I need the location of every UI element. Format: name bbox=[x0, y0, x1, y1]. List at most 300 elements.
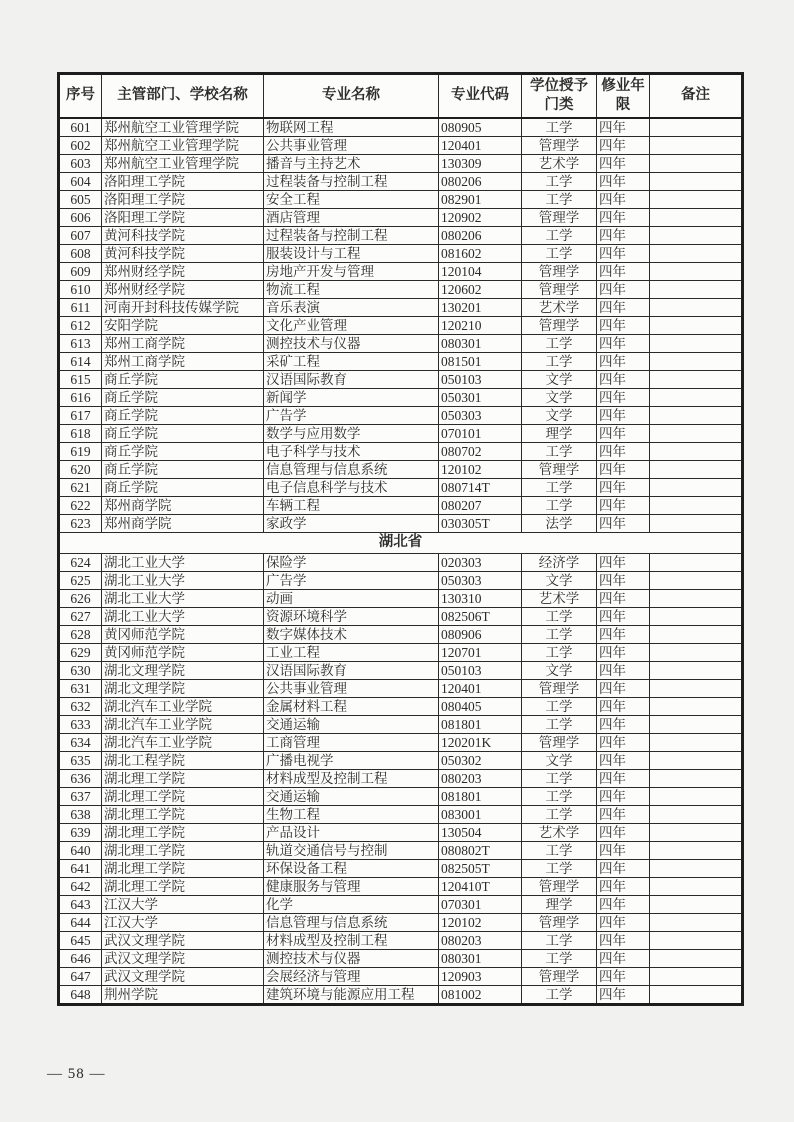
cell-major: 家政学 bbox=[264, 514, 439, 532]
column-header-remarks: 备注 bbox=[650, 74, 743, 118]
cell-serial: 603 bbox=[59, 154, 102, 172]
cell-remark bbox=[650, 985, 743, 1004]
cell-degree: 工学 bbox=[522, 226, 597, 244]
cell-duration: 四年 bbox=[597, 442, 650, 460]
cell-remark bbox=[650, 589, 743, 607]
table-row bbox=[59, 190, 743, 208]
table-row bbox=[59, 985, 743, 1004]
cell-school: 湖北汽车工业学院 bbox=[102, 715, 264, 733]
cell-major: 电子科学与技术 bbox=[264, 442, 439, 460]
cell-school: 黄冈师范学院 bbox=[102, 625, 264, 643]
table-row bbox=[59, 967, 743, 985]
cell-serial: 627 bbox=[59, 607, 102, 625]
cell-school: 江汉大学 bbox=[102, 895, 264, 913]
cell-degree: 艺术学 bbox=[522, 823, 597, 841]
cell-remark bbox=[650, 859, 743, 877]
cell-degree: 工学 bbox=[522, 841, 597, 859]
table-row bbox=[59, 859, 743, 877]
cell-code: 070301 bbox=[439, 895, 522, 913]
cell-duration: 四年 bbox=[597, 805, 650, 823]
cell-major: 生物工程 bbox=[264, 805, 439, 823]
table-row bbox=[59, 679, 743, 697]
cell-serial: 605 bbox=[59, 190, 102, 208]
cell-major: 采矿工程 bbox=[264, 352, 439, 370]
cell-remark bbox=[650, 262, 743, 280]
cell-major: 汉语国际教育 bbox=[264, 661, 439, 679]
cell-remark bbox=[650, 334, 743, 352]
cell-school: 湖北工程学院 bbox=[102, 751, 264, 769]
cell-major: 文化产业管理 bbox=[264, 316, 439, 334]
cell-serial: 626 bbox=[59, 589, 102, 607]
cell-degree: 管理学 bbox=[522, 208, 597, 226]
cell-major: 汉语国际教育 bbox=[264, 370, 439, 388]
cell-serial: 639 bbox=[59, 823, 102, 841]
cell-school: 郑州财经学院 bbox=[102, 280, 264, 298]
cell-code: 050302 bbox=[439, 751, 522, 769]
cell-degree: 文学 bbox=[522, 571, 597, 589]
cell-code: 083001 bbox=[439, 805, 522, 823]
cell-school: 黄河科技学院 bbox=[102, 226, 264, 244]
cell-remark bbox=[650, 553, 743, 571]
cell-duration: 四年 bbox=[597, 787, 650, 805]
cell-duration: 四年 bbox=[597, 571, 650, 589]
cell-duration: 四年 bbox=[597, 262, 650, 280]
cell-code: 050303 bbox=[439, 406, 522, 424]
cell-duration: 四年 bbox=[597, 895, 650, 913]
cell-degree: 工学 bbox=[522, 478, 597, 496]
table-row bbox=[59, 370, 743, 388]
cell-school: 湖北工业大学 bbox=[102, 589, 264, 607]
cell-remark bbox=[650, 280, 743, 298]
cell-serial: 618 bbox=[59, 424, 102, 442]
cell-degree: 文学 bbox=[522, 370, 597, 388]
cell-remark bbox=[650, 751, 743, 769]
cell-school: 商丘学院 bbox=[102, 442, 264, 460]
cell-school: 湖北理工学院 bbox=[102, 877, 264, 895]
cell-remark bbox=[650, 607, 743, 625]
cell-serial: 619 bbox=[59, 442, 102, 460]
cell-duration: 四年 bbox=[597, 607, 650, 625]
cell-remark bbox=[650, 316, 743, 334]
cell-major: 新闻学 bbox=[264, 388, 439, 406]
cell-school: 洛阳理工学院 bbox=[102, 190, 264, 208]
cell-code: 080714T bbox=[439, 478, 522, 496]
cell-duration: 四年 bbox=[597, 172, 650, 190]
cell-remark bbox=[650, 154, 743, 172]
table-row bbox=[59, 697, 743, 715]
cell-remark bbox=[650, 805, 743, 823]
cell-school: 郑州工商学院 bbox=[102, 334, 264, 352]
cell-degree: 工学 bbox=[522, 607, 597, 625]
cell-degree: 管理学 bbox=[522, 967, 597, 985]
cell-code: 120701 bbox=[439, 643, 522, 661]
cell-duration: 四年 bbox=[597, 751, 650, 769]
cell-remark bbox=[650, 388, 743, 406]
cell-major: 测控技术与仪器 bbox=[264, 949, 439, 967]
column-header-school-name: 主管部门、学校名称 bbox=[102, 74, 264, 118]
cell-school: 武汉文理学院 bbox=[102, 967, 264, 985]
cell-major: 测控技术与仪器 bbox=[264, 334, 439, 352]
table-row bbox=[59, 661, 743, 679]
cell-serial: 643 bbox=[59, 895, 102, 913]
cell-serial: 642 bbox=[59, 877, 102, 895]
cell-code: 080802T bbox=[439, 841, 522, 859]
cell-code: 120401 bbox=[439, 679, 522, 697]
cell-serial: 645 bbox=[59, 931, 102, 949]
cell-remark bbox=[650, 226, 743, 244]
cell-code: 081801 bbox=[439, 787, 522, 805]
table-row bbox=[59, 118, 743, 137]
cell-remark bbox=[650, 733, 743, 751]
table-row bbox=[59, 751, 743, 769]
cell-code: 080203 bbox=[439, 931, 522, 949]
cell-serial: 620 bbox=[59, 460, 102, 478]
table-row bbox=[59, 571, 743, 589]
cell-school: 商丘学院 bbox=[102, 370, 264, 388]
cell-remark bbox=[650, 298, 743, 316]
cell-degree: 艺术学 bbox=[522, 589, 597, 607]
cell-school: 郑州航空工业管理学院 bbox=[102, 154, 264, 172]
cell-school: 湖北理工学院 bbox=[102, 841, 264, 859]
cell-serial: 633 bbox=[59, 715, 102, 733]
cell-degree: 文学 bbox=[522, 661, 597, 679]
cell-code: 120401 bbox=[439, 136, 522, 154]
cell-code: 120104 bbox=[439, 262, 522, 280]
table-row bbox=[59, 424, 743, 442]
cell-remark bbox=[650, 787, 743, 805]
cell-degree: 工学 bbox=[522, 496, 597, 514]
cell-code: 050103 bbox=[439, 370, 522, 388]
cell-degree: 工学 bbox=[522, 334, 597, 352]
cell-remark bbox=[650, 136, 743, 154]
cell-duration: 四年 bbox=[597, 589, 650, 607]
cell-remark bbox=[650, 118, 743, 137]
cell-school: 郑州商学院 bbox=[102, 514, 264, 532]
cell-degree: 文学 bbox=[522, 406, 597, 424]
cell-school: 商丘学院 bbox=[102, 406, 264, 424]
cell-duration: 四年 bbox=[597, 625, 650, 643]
table-row bbox=[59, 352, 743, 370]
cell-major: 保险学 bbox=[264, 553, 439, 571]
cell-degree: 工学 bbox=[522, 787, 597, 805]
cell-remark bbox=[650, 643, 743, 661]
cell-major: 过程装备与控制工程 bbox=[264, 226, 439, 244]
cell-duration: 四年 bbox=[597, 352, 650, 370]
cell-serial: 647 bbox=[59, 967, 102, 985]
cell-major: 服装设计与工程 bbox=[264, 244, 439, 262]
column-header-serial: 序号 bbox=[59, 74, 102, 118]
column-header-duration: 修业年限 bbox=[597, 74, 650, 118]
cell-degree: 工学 bbox=[522, 715, 597, 733]
cell-major: 公共事业管理 bbox=[264, 136, 439, 154]
cell-duration: 四年 bbox=[597, 280, 650, 298]
table-row bbox=[59, 388, 743, 406]
cell-duration: 四年 bbox=[597, 496, 650, 514]
table-row bbox=[59, 913, 743, 931]
cell-code: 120102 bbox=[439, 913, 522, 931]
cell-duration: 四年 bbox=[597, 514, 650, 532]
cell-duration: 四年 bbox=[597, 154, 650, 172]
table-row bbox=[59, 931, 743, 949]
cell-duration: 四年 bbox=[597, 931, 650, 949]
cell-serial: 624 bbox=[59, 553, 102, 571]
cell-school: 郑州航空工业管理学院 bbox=[102, 118, 264, 137]
table-row bbox=[59, 895, 743, 913]
cell-major: 环保设备工程 bbox=[264, 859, 439, 877]
cell-school: 湖北理工学院 bbox=[102, 787, 264, 805]
table-row bbox=[59, 733, 743, 751]
cell-remark bbox=[650, 679, 743, 697]
table-row bbox=[59, 334, 743, 352]
cell-school: 郑州商学院 bbox=[102, 496, 264, 514]
cell-duration: 四年 bbox=[597, 136, 650, 154]
cell-degree: 工学 bbox=[522, 352, 597, 370]
cell-code: 050103 bbox=[439, 661, 522, 679]
cell-major: 信息管理与信息系统 bbox=[264, 913, 439, 931]
cell-serial: 631 bbox=[59, 679, 102, 697]
cell-duration: 四年 bbox=[597, 226, 650, 244]
table-row bbox=[59, 460, 743, 478]
cell-code: 082506T bbox=[439, 607, 522, 625]
cell-serial: 625 bbox=[59, 571, 102, 589]
cell-serial: 612 bbox=[59, 316, 102, 334]
cell-duration: 四年 bbox=[597, 733, 650, 751]
cell-serial: 606 bbox=[59, 208, 102, 226]
cell-code: 080405 bbox=[439, 697, 522, 715]
table-row bbox=[59, 715, 743, 733]
cell-serial: 637 bbox=[59, 787, 102, 805]
cell-code: 130310 bbox=[439, 589, 522, 607]
cell-serial: 632 bbox=[59, 697, 102, 715]
cell-code: 030305T bbox=[439, 514, 522, 532]
cell-serial: 601 bbox=[59, 118, 102, 137]
cell-school: 江汉大学 bbox=[102, 913, 264, 931]
cell-code: 080906 bbox=[439, 625, 522, 643]
cell-duration: 四年 bbox=[597, 298, 650, 316]
cell-major: 工商管理 bbox=[264, 733, 439, 751]
cell-duration: 四年 bbox=[597, 985, 650, 1004]
cell-major: 广告学 bbox=[264, 571, 439, 589]
cell-remark bbox=[650, 190, 743, 208]
cell-remark bbox=[650, 931, 743, 949]
cell-degree: 工学 bbox=[522, 985, 597, 1004]
cell-serial: 635 bbox=[59, 751, 102, 769]
cell-major: 音乐表演 bbox=[264, 298, 439, 316]
cell-degree: 工学 bbox=[522, 244, 597, 262]
cell-code: 120902 bbox=[439, 208, 522, 226]
cell-remark bbox=[650, 478, 743, 496]
cell-remark bbox=[650, 514, 743, 532]
cell-serial: 616 bbox=[59, 388, 102, 406]
cell-degree: 管理学 bbox=[522, 913, 597, 931]
cell-code: 050301 bbox=[439, 388, 522, 406]
cell-degree: 工学 bbox=[522, 859, 597, 877]
cell-school: 湖北工业大学 bbox=[102, 553, 264, 571]
table-row bbox=[59, 172, 743, 190]
cell-duration: 四年 bbox=[597, 370, 650, 388]
cell-school: 湖北工业大学 bbox=[102, 571, 264, 589]
cell-school: 荆州学院 bbox=[102, 985, 264, 1004]
cell-code: 082901 bbox=[439, 190, 522, 208]
cell-serial: 607 bbox=[59, 226, 102, 244]
cell-major: 建筑环境与能源应用工程 bbox=[264, 985, 439, 1004]
cell-code: 020303 bbox=[439, 553, 522, 571]
cell-degree: 管理学 bbox=[522, 262, 597, 280]
cell-code: 120410T bbox=[439, 877, 522, 895]
cell-serial: 634 bbox=[59, 733, 102, 751]
cell-major: 会展经济与管理 bbox=[264, 967, 439, 985]
cell-code: 082505T bbox=[439, 859, 522, 877]
cell-duration: 四年 bbox=[597, 823, 650, 841]
cell-major: 化学 bbox=[264, 895, 439, 913]
table-header bbox=[59, 74, 743, 118]
table-row bbox=[59, 226, 743, 244]
cell-major: 广播电视学 bbox=[264, 751, 439, 769]
table-row bbox=[59, 625, 743, 643]
cell-serial: 644 bbox=[59, 913, 102, 931]
cell-major: 数学与应用数学 bbox=[264, 424, 439, 442]
cell-serial: 608 bbox=[59, 244, 102, 262]
table-row bbox=[59, 244, 743, 262]
cell-major: 物联网工程 bbox=[264, 118, 439, 137]
cell-school: 洛阳理工学院 bbox=[102, 208, 264, 226]
cell-code: 120602 bbox=[439, 280, 522, 298]
cell-major: 车辆工程 bbox=[264, 496, 439, 514]
table-row bbox=[59, 316, 743, 334]
cell-degree: 工学 bbox=[522, 769, 597, 787]
cell-duration: 四年 bbox=[597, 388, 650, 406]
cell-serial: 613 bbox=[59, 334, 102, 352]
cell-serial: 636 bbox=[59, 769, 102, 787]
cell-code: 081801 bbox=[439, 715, 522, 733]
cell-code: 130309 bbox=[439, 154, 522, 172]
cell-major: 产品设计 bbox=[264, 823, 439, 841]
cell-degree: 经济学 bbox=[522, 553, 597, 571]
cell-duration: 四年 bbox=[597, 877, 650, 895]
cell-serial: 648 bbox=[59, 985, 102, 1004]
cell-school: 郑州工商学院 bbox=[102, 352, 264, 370]
cell-code: 080905 bbox=[439, 118, 522, 137]
cell-remark bbox=[650, 571, 743, 589]
cell-duration: 四年 bbox=[597, 859, 650, 877]
table-row bbox=[59, 949, 743, 967]
cell-remark bbox=[650, 172, 743, 190]
table-row bbox=[59, 769, 743, 787]
cell-degree: 工学 bbox=[522, 118, 597, 137]
table-row bbox=[59, 877, 743, 895]
cell-serial: 641 bbox=[59, 859, 102, 877]
cell-remark bbox=[650, 352, 743, 370]
cell-degree: 艺术学 bbox=[522, 298, 597, 316]
cell-duration: 四年 bbox=[597, 769, 650, 787]
cell-duration: 四年 bbox=[597, 949, 650, 967]
cell-duration: 四年 bbox=[597, 697, 650, 715]
cell-major: 电子信息科学与技术 bbox=[264, 478, 439, 496]
table-row bbox=[59, 154, 743, 172]
cell-degree: 理学 bbox=[522, 895, 597, 913]
cell-serial: 614 bbox=[59, 352, 102, 370]
cell-school: 湖北汽车工业学院 bbox=[102, 697, 264, 715]
section-row bbox=[59, 532, 743, 553]
table-row bbox=[59, 514, 743, 532]
cell-duration: 四年 bbox=[597, 244, 650, 262]
column-header-major-code: 专业代码 bbox=[439, 74, 522, 118]
cell-remark bbox=[650, 769, 743, 787]
cell-code: 070101 bbox=[439, 424, 522, 442]
cell-school: 商丘学院 bbox=[102, 460, 264, 478]
cell-remark bbox=[650, 967, 743, 985]
cell-degree: 工学 bbox=[522, 172, 597, 190]
cell-serial: 617 bbox=[59, 406, 102, 424]
cell-duration: 四年 bbox=[597, 643, 650, 661]
cell-serial: 628 bbox=[59, 625, 102, 643]
cell-major: 播音与主持艺术 bbox=[264, 154, 439, 172]
cell-degree: 工学 bbox=[522, 931, 597, 949]
cell-remark bbox=[650, 496, 743, 514]
cell-degree: 管理学 bbox=[522, 316, 597, 334]
cell-degree: 工学 bbox=[522, 643, 597, 661]
cell-major: 材料成型及控制工程 bbox=[264, 769, 439, 787]
table-row bbox=[59, 643, 743, 661]
cell-school: 郑州财经学院 bbox=[102, 262, 264, 280]
cell-serial: 630 bbox=[59, 661, 102, 679]
cell-code: 120102 bbox=[439, 460, 522, 478]
cell-code: 130504 bbox=[439, 823, 522, 841]
table-row bbox=[59, 478, 743, 496]
table-row bbox=[59, 262, 743, 280]
cell-major: 金属材料工程 bbox=[264, 697, 439, 715]
cell-school: 武汉文理学院 bbox=[102, 949, 264, 967]
cell-remark bbox=[650, 823, 743, 841]
table-row bbox=[59, 496, 743, 514]
cell-duration: 四年 bbox=[597, 424, 650, 442]
cell-major: 房地产开发与管理 bbox=[264, 262, 439, 280]
cell-remark bbox=[650, 406, 743, 424]
page-number: — 58 — bbox=[47, 1066, 106, 1082]
cell-school: 湖北汽车工业学院 bbox=[102, 733, 264, 751]
cell-duration: 四年 bbox=[597, 460, 650, 478]
table-row bbox=[59, 607, 743, 625]
cell-code: 081602 bbox=[439, 244, 522, 262]
cell-degree: 管理学 bbox=[522, 877, 597, 895]
cell-major: 交通运输 bbox=[264, 715, 439, 733]
cell-school: 商丘学院 bbox=[102, 388, 264, 406]
cell-school: 商丘学院 bbox=[102, 424, 264, 442]
table-row bbox=[59, 823, 743, 841]
cell-degree: 工学 bbox=[522, 442, 597, 460]
cell-remark bbox=[650, 244, 743, 262]
table-row bbox=[59, 442, 743, 460]
cell-code: 080702 bbox=[439, 442, 522, 460]
table-header-row bbox=[59, 74, 743, 118]
cell-duration: 四年 bbox=[597, 118, 650, 137]
table-row bbox=[59, 553, 743, 571]
cell-serial: 609 bbox=[59, 262, 102, 280]
cell-duration: 四年 bbox=[597, 679, 650, 697]
cell-duration: 四年 bbox=[597, 553, 650, 571]
cell-degree: 管理学 bbox=[522, 460, 597, 478]
cell-serial: 615 bbox=[59, 370, 102, 388]
cell-code: 080207 bbox=[439, 496, 522, 514]
cell-major: 工业工程 bbox=[264, 643, 439, 661]
cell-serial: 610 bbox=[59, 280, 102, 298]
cell-school: 湖北理工学院 bbox=[102, 805, 264, 823]
cell-major: 公共事业管理 bbox=[264, 679, 439, 697]
cell-school: 武汉文理学院 bbox=[102, 931, 264, 949]
cell-serial: 604 bbox=[59, 172, 102, 190]
cell-school: 河南开封科技传媒学院 bbox=[102, 298, 264, 316]
cell-code: 080301 bbox=[439, 949, 522, 967]
